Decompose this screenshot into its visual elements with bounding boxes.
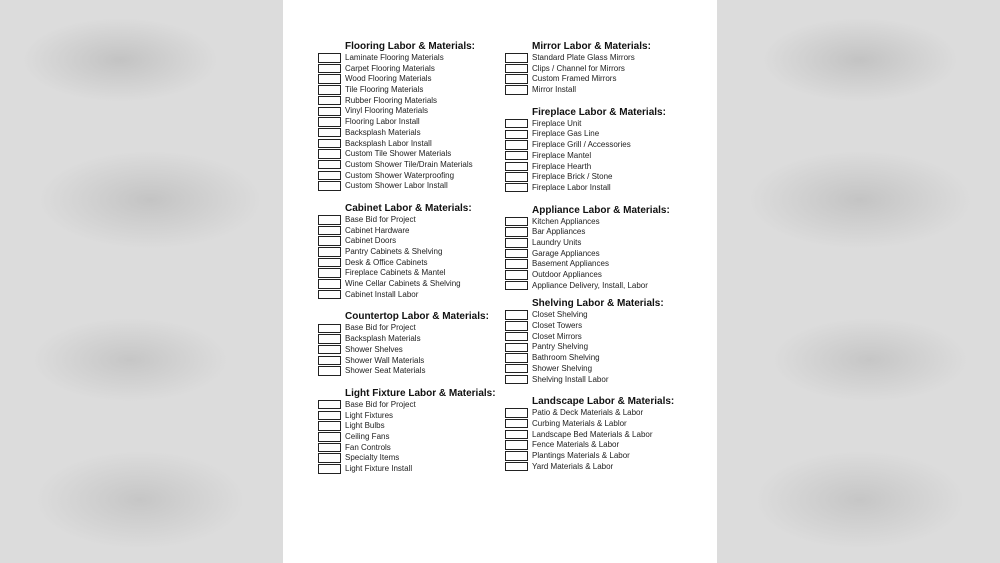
item-label: Fence Materials & Labor [532,440,620,450]
item-label: Vinyl Flooring Materials [345,106,428,116]
checkbox[interactable] [318,171,341,181]
checklist-item [318,139,498,150]
checkbox[interactable] [505,119,528,129]
checkbox[interactable] [318,443,341,453]
item-label: Appliance Delivery, Install, Labor [532,280,648,290]
left-column [318,40,498,485]
checklist-section [505,395,685,472]
checkbox[interactable] [318,85,341,95]
item-label: Fireplace Unit [532,118,582,128]
checklist-item [505,249,685,260]
checklist-item [505,162,685,173]
checkbox[interactable] [318,366,341,376]
checkbox[interactable] [505,440,528,450]
item-label: Specialty Items [345,453,400,463]
checklist-item [505,119,685,130]
item-label: Flooring Labor Install [345,117,420,127]
checklist-item [505,440,685,451]
checkbox[interactable] [318,236,341,246]
checkbox[interactable] [318,421,341,431]
item-label: Fireplace Gas Line [532,129,600,139]
checkbox[interactable] [318,117,341,127]
item-label: Outdoor Appliances [532,270,602,279]
item-label: Tile Flooring Materials [345,85,424,95]
checklist-item [318,290,498,301]
checkbox[interactable] [505,151,528,161]
section-heading: Flooring Labor & Materials: [345,41,476,52]
item-label: Garage Appliances [532,248,600,258]
item-label: Ceiling Fans [345,431,390,441]
checkbox[interactable] [318,268,341,278]
checklist-item [318,171,498,182]
checklist-item [505,259,685,270]
checkbox[interactable] [505,172,528,182]
checklist-item [318,366,498,377]
checklist-item [505,270,685,281]
item-label: Backsplash Labor Install [345,138,432,148]
section-heading: Mirror Labor & Materials: [532,41,651,52]
checkbox[interactable] [318,411,341,421]
item-label: Backsplash Materials [345,334,421,344]
checklist-item [318,268,498,279]
checklist-item [505,74,685,85]
checkbox[interactable] [505,64,528,74]
checkbox[interactable] [318,279,341,289]
checklist-item [318,334,498,345]
checkbox[interactable] [318,356,341,366]
item-label: Patio & Deck Materials & Labor [532,408,644,418]
checkbox[interactable] [505,85,528,95]
checklist-item [505,151,685,162]
checklist-item [318,464,498,475]
item-label: Pantry Shelving [532,342,589,352]
checkbox[interactable] [318,345,341,355]
checkbox[interactable] [318,324,341,334]
item-label: Light Fixtures [345,410,394,420]
checklist-item [318,453,498,464]
checklist-item [318,421,498,432]
item-label: Custom Tile Shower Materials [345,149,452,159]
checklist-item [505,342,685,353]
checklist-section [318,387,498,475]
checklist-item [505,183,685,194]
checkbox[interactable] [505,375,528,385]
checkbox[interactable] [505,238,528,248]
checklist-item [318,247,498,258]
checkbox[interactable] [505,53,528,63]
checklist-item [505,353,685,364]
checklist-item [505,364,685,375]
checkbox[interactable] [505,259,528,269]
item-label: Closet Shelving [532,310,588,320]
checkbox[interactable] [505,74,528,84]
item-label: Light Bulbs [345,421,385,431]
checkbox[interactable] [318,226,341,236]
item-label: Fireplace Labor Install [532,182,611,192]
item-label: Base Bid for Project [345,323,416,333]
checkbox[interactable] [318,64,341,74]
item-label: Rubber Flooring Materials [345,95,438,105]
checkbox[interactable] [505,227,528,237]
checklist-item [318,323,498,334]
checklist-item [505,321,685,332]
checkbox[interactable] [505,130,528,140]
checkbox[interactable] [318,96,341,106]
checkbox[interactable] [318,53,341,63]
checklist-item [318,74,498,85]
item-label: Custom Shower Labor Install [345,181,448,191]
item-label: Carpet Flooring Materials [345,63,435,73]
checklist-item [318,64,498,75]
checkbox[interactable] [505,343,528,353]
checklist-item [505,281,685,292]
section-heading: Light Fixture Labor & Materials: [345,387,496,399]
item-label: Laminate Flooring Materials [345,53,444,62]
item-label: Custom Shower Waterproofing [345,170,455,180]
section-heading: Shelving Labor & Materials: [532,298,664,310]
checklist-section [505,106,685,194]
checklist-section [318,310,498,376]
checklist-item [318,160,498,171]
checkbox[interactable] [318,464,341,474]
checklist-section [505,40,685,96]
checklist-item [318,53,498,64]
checklist-section [505,204,685,292]
checkbox[interactable] [318,107,341,117]
item-label: Cabinet Install Labor [345,289,419,299]
checkbox[interactable] [505,353,528,363]
item-label: Wood Flooring Materials [345,74,432,84]
checkbox[interactable] [318,247,341,257]
checklist-item [318,149,498,160]
item-label: Closet Mirrors [532,331,582,341]
checklist-item [505,451,685,462]
checkbox[interactable] [318,400,341,410]
checkbox[interactable] [505,321,528,331]
checklist-item [505,53,685,64]
checkbox[interactable] [505,140,528,150]
item-label: Custom Shower Tile/Drain Materials [345,159,473,169]
checklist-item [318,226,498,237]
item-label: Fireplace Cabinets & Mantel [345,268,446,278]
checkbox[interactable] [505,419,528,429]
checklist-item [318,279,498,290]
item-label: Curbing Materials & Lablor [532,418,627,428]
item-label: Shower Shelving [532,363,593,373]
item-label: Mirror Install [532,85,577,95]
checklist-item [505,419,685,430]
item-label: Shower Shelves [345,344,403,354]
item-label: Yard Materials & Labor [532,461,614,471]
checkbox[interactable] [505,249,528,259]
checklist-item [318,117,498,128]
checklist-item [505,238,685,249]
item-label: Desk & Office Cabinets [345,257,428,267]
checkbox[interactable] [505,451,528,461]
checkbox[interactable] [505,332,528,342]
checkbox[interactable] [505,430,528,440]
checklist-section [318,40,498,192]
checkbox[interactable] [505,162,528,172]
checklist-item [318,400,498,411]
checklist-item [318,356,498,367]
item-label: Shower Seat Materials [345,366,426,376]
section-heading: Fireplace Labor & Materials: [532,106,666,118]
checklist-item [505,64,685,75]
checkbox[interactable] [505,462,528,472]
checkbox[interactable] [505,183,528,193]
item-label: Plantings Materials & Labor [532,450,630,460]
item-label: Closet Towers [532,321,583,331]
section-heading: Landscape Labor & Materials: [532,396,675,408]
item-label: Cabinet Hardware [345,225,410,235]
checklist-item [318,258,498,269]
checkbox[interactable] [505,408,528,418]
checkbox[interactable] [318,453,341,463]
checkbox[interactable] [318,181,341,191]
checkbox[interactable] [505,281,528,291]
checkbox[interactable] [318,258,341,268]
checkbox[interactable] [505,270,528,280]
checklist-item [318,96,498,107]
checklist-item [318,215,498,226]
checklist-item [505,430,685,441]
item-label: Shower Wall Materials [345,355,425,365]
item-label: Clips / Channel for Mirrors [532,63,625,73]
checkbox[interactable] [505,310,528,320]
right-column [505,40,685,482]
checklist-item [318,236,498,247]
checklist-item [318,106,498,117]
item-label: Fireplace Hearth [532,161,592,171]
checkbox[interactable] [318,128,341,138]
item-label: Base Bid for Project [345,399,416,409]
checklist-item [505,375,685,386]
checkbox[interactable] [318,432,341,442]
item-label: Base Bid for Project [345,214,416,224]
checkbox[interactable] [318,290,341,300]
item-label: Backsplash Materials [345,127,421,137]
item-label: Bathroom Shelving [532,353,600,363]
checkbox[interactable] [318,215,341,225]
section-heading: Appliance Labor & Materials: [532,204,670,216]
item-label: Kitchen Appliances [532,216,600,226]
checklist-item [505,227,685,238]
item-label: Fan Controls [345,442,391,452]
checkbox[interactable] [318,334,341,344]
item-label: Bar Appliances [532,227,586,237]
checkbox[interactable] [318,149,341,159]
checklist-item [318,443,498,454]
item-label: Cabinet Doors [345,236,397,246]
checklist-item [318,432,498,443]
checklist-item [505,408,685,419]
checklist-item [318,128,498,139]
checklist-section [505,297,685,385]
checklist-item [505,172,685,183]
checklist-item [318,85,498,96]
item-label: Wine Cellar Cabinets & Shelving [345,279,461,289]
item-label: Custom Framed Mirrors [532,74,617,84]
checklist-item [318,181,498,192]
checklist-item [505,332,685,343]
checklist-item [318,345,498,356]
item-label: Light Fixture Install [345,464,413,473]
checkbox[interactable] [318,160,341,170]
checkbox[interactable] [505,364,528,374]
item-label: Pantry Cabinets & Shelving [345,247,443,256]
item-label: Laundry Units [532,237,582,247]
checkbox[interactable] [505,217,528,227]
item-label: Fireplace Mantel [532,150,592,160]
item-label: Basement Appliances [532,259,609,269]
checkbox[interactable] [318,74,341,84]
checklist-item [505,129,685,140]
checklist-item [505,310,685,321]
item-label: Standard Plate Glass Mirrors [532,53,635,62]
item-label: Fireplace Grill / Accessories [532,140,631,150]
checklist-item [505,140,685,151]
checklist-page [283,0,717,563]
checklist-item [505,217,685,228]
item-label: Shelving Install Labor [532,374,609,384]
section-heading: Cabinet Labor & Materials: [345,202,472,214]
checklist-section [318,202,498,301]
checkbox[interactable] [318,139,341,149]
item-label: Landscape Bed Materials & Labor [532,429,653,439]
section-heading: Countertop Labor & Materials: [345,311,489,323]
checklist-item [505,462,685,473]
checklist-item [505,85,685,96]
item-label: Fireplace Brick / Stone [532,172,613,182]
checklist-item [318,411,498,422]
